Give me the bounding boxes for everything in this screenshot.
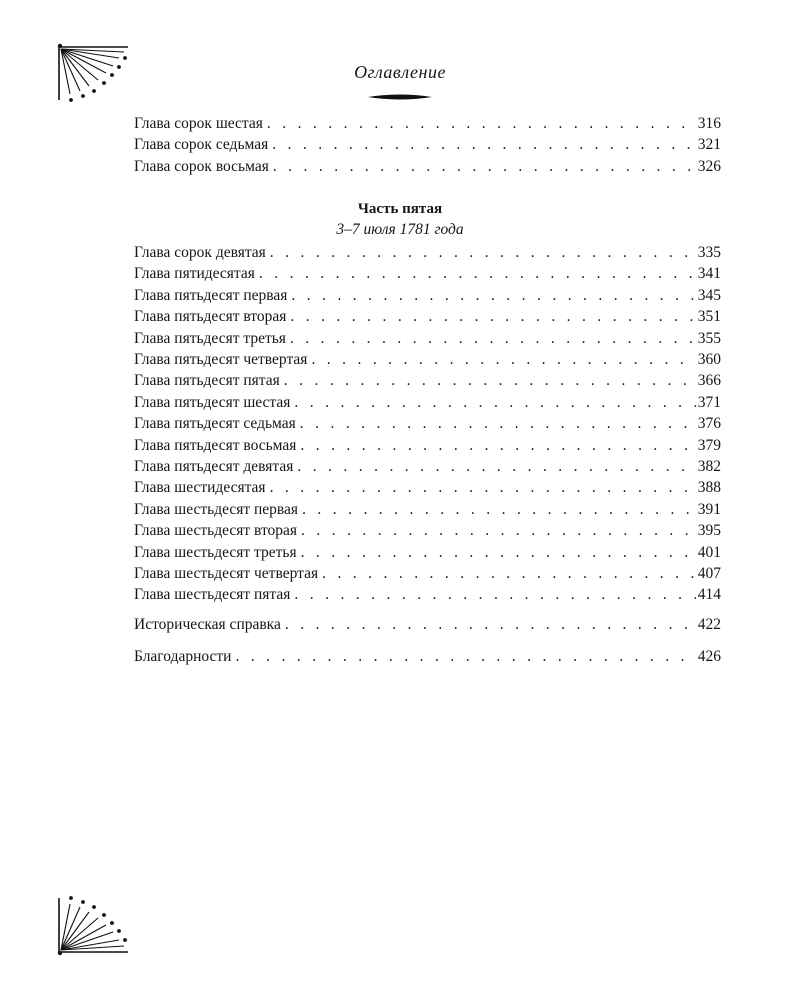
toc-entry-title: Глава пятидесятая xyxy=(134,265,255,283)
toc-entry-title: Глава сорок шестая xyxy=(134,115,263,132)
toc-entry[interactable] xyxy=(134,477,721,498)
toc-entry[interactable] xyxy=(134,584,721,605)
toc-entry[interactable] xyxy=(134,435,721,456)
toc-entry-page: 321 xyxy=(697,136,721,154)
toc-entry-title: Глава шестьдесят вторая xyxy=(134,522,298,540)
toc-entry-title: Глава пятьдесят третья xyxy=(134,329,286,347)
toc-entry-page: 371 xyxy=(697,393,721,411)
toc-entry-title: Глава пятьдесят пятая xyxy=(134,372,280,390)
dot-leader xyxy=(294,584,695,605)
toc-entry-page: 391 xyxy=(697,500,721,518)
toc-entry-page: 414 xyxy=(697,586,721,604)
toc-entry-title: Глава шестьдесят четвертая xyxy=(134,565,319,582)
dot-leader xyxy=(273,156,696,177)
toc-entry-title: Глава сорок восьмая xyxy=(134,157,269,175)
dot-leader xyxy=(270,242,696,263)
toc-entry[interactable] xyxy=(134,499,721,520)
dot-leader xyxy=(290,306,695,327)
dot-leader xyxy=(270,477,696,498)
dot-leader xyxy=(235,646,695,667)
toc-entry-title: Глава сорок девятая xyxy=(134,244,266,261)
toc-entry[interactable] xyxy=(134,306,721,327)
toc-entry[interactable] xyxy=(134,614,721,635)
toc-entry[interactable] xyxy=(134,285,721,306)
toc-entry[interactable] xyxy=(134,646,721,667)
dot-leader xyxy=(302,499,696,520)
dot-leader xyxy=(291,285,695,306)
toc-entry-title: Глава пятьдесят восьмая xyxy=(134,436,297,454)
fan-ornament-icon xyxy=(56,894,130,956)
dot-leader xyxy=(300,413,696,434)
dot-leader xyxy=(322,563,696,584)
page-title: Оглавление xyxy=(354,62,446,82)
toc-entry[interactable] xyxy=(134,456,721,477)
toc-entry-page: 316 xyxy=(697,115,721,132)
toc-entry-page: 326 xyxy=(697,157,721,175)
dot-leader xyxy=(301,520,696,541)
dot-leader xyxy=(301,542,696,563)
dot-leader xyxy=(272,134,696,155)
part-dates: 3–7 июля 1781 года xyxy=(336,221,464,238)
toc-entry-page: 388 xyxy=(697,479,721,497)
toc-entry-page: 341 xyxy=(697,265,721,283)
toc-entry-title: Глава шестьдесят первая xyxy=(134,500,299,518)
dot-leader xyxy=(285,614,696,635)
toc-entry-title: Глава пятьдесят седьмая xyxy=(134,415,296,433)
toc-entry[interactable] xyxy=(134,542,721,563)
toc-entry-title: Глава пятьдесят первая xyxy=(134,286,288,304)
toc-entry[interactable] xyxy=(134,134,721,155)
dot-leader xyxy=(311,349,695,370)
toc-entry-page: 426 xyxy=(697,648,721,665)
dot-leader xyxy=(284,370,696,391)
toc-entry-page: 382 xyxy=(697,458,721,475)
toc-entry[interactable] xyxy=(134,113,721,134)
toc-entry-page: 376 xyxy=(697,415,721,433)
toc-entry-page: 422 xyxy=(697,616,721,633)
toc-entry-title: Глава пятьдесят девятая xyxy=(134,458,294,475)
toc-entry-page: 401 xyxy=(697,543,721,561)
toc-entry[interactable] xyxy=(134,328,721,349)
toc-entry[interactable] xyxy=(134,263,721,284)
dot-leader xyxy=(294,392,695,413)
toc-entry-title: Глава пятьдесят вторая xyxy=(134,308,287,326)
toc-entry-title: Глава шестьдесят пятая xyxy=(134,586,291,604)
toc-entry-title: Глава сорок седьмая xyxy=(134,136,269,154)
toc-entry-title: Глава пятьдесят четвертая xyxy=(134,351,308,368)
toc-entry-title: Историческая справка xyxy=(134,616,281,633)
toc-entry-page: 379 xyxy=(697,436,721,454)
toc-entry-page: 351 xyxy=(697,308,721,326)
dot-leader xyxy=(297,456,695,477)
toc-entry-page: 366 xyxy=(697,372,721,390)
dot-leader xyxy=(300,435,695,456)
dot-leader xyxy=(267,113,696,134)
toc-entry-page: 345 xyxy=(697,286,721,304)
toc-entry-title: Глава шестидесятая xyxy=(134,479,266,497)
toc-entry-title: Глава шестьдесят третья xyxy=(134,543,297,561)
toc-entry[interactable] xyxy=(134,156,721,177)
toc-entry[interactable] xyxy=(134,370,721,391)
toc-entry[interactable] xyxy=(134,242,721,263)
toc-entry[interactable] xyxy=(134,392,721,413)
dot-leader xyxy=(290,328,696,349)
toc-entry-page: 355 xyxy=(697,329,721,347)
toc-entry-page: 335 xyxy=(697,244,721,261)
toc-entry[interactable] xyxy=(134,563,721,584)
toc-entry[interactable] xyxy=(134,413,721,434)
toc-entry-title: Глава пятьдесят шестая xyxy=(134,393,291,411)
toc-entry[interactable] xyxy=(134,349,721,370)
toc-entry-page: 360 xyxy=(697,351,721,368)
toc-entry-page: 395 xyxy=(697,522,721,540)
toc-entry[interactable] xyxy=(134,520,721,541)
toc-entry-page: 407 xyxy=(697,565,721,582)
table-of-contents xyxy=(134,0,721,1000)
part-heading: Часть пятая xyxy=(357,201,443,217)
dot-leader xyxy=(259,263,696,284)
toc-entry-title: Благодарности xyxy=(134,648,232,665)
